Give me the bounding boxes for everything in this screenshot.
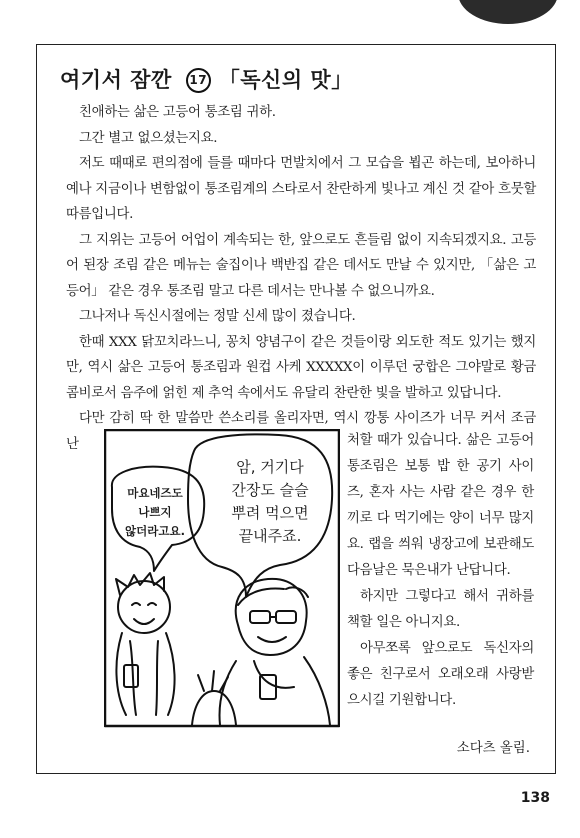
page-number: 138 bbox=[520, 790, 550, 806]
main-text bbox=[66, 100, 536, 457]
paragraph: 처할 때가 있습니다. 삶은 고등어 통조림은 보통 밥 한 공기 사이즈, 혼자 사는 사람 같은 경우 한 끼로 다 먹기에는 양이 너무 많지요. 랩을 씌워 냉장고에 보관해도 다음날은 묵은내가 난답니다. bbox=[347, 433, 534, 578]
title-quote: 「독신의 맛」 bbox=[218, 68, 353, 92]
paragraph: 그 지위는 고등어 어업이 계속되는 한, 앞으로도 흔들림 없이 지속되겠지요. 고등어 된장 조림 같은 메뉴는 술집이나 백반집 같은 데서도 만날 수 있지만, 「삶은 고등어」 같은 경우 통조림 말고 다른 데서는 만나볼 수 없으니까요. bbox=[66, 232, 536, 299]
speech-line: 암, 거기다 bbox=[236, 458, 304, 476]
speech-line: 뿌려 먹으면 bbox=[231, 504, 309, 522]
paragraph: 친애하는 삶은 고등어 통조림 귀하. bbox=[79, 105, 276, 120]
speech-line: 마요네즈도 bbox=[127, 486, 183, 500]
title-prefix: 여기서 잠깐 bbox=[60, 68, 172, 92]
speech-line: 나쁘지 bbox=[138, 505, 172, 519]
paragraph: 아무쪼록 앞으로도 독신자의 좋은 친구로서 오래오래 사랑받으시길 기원합니다. bbox=[347, 641, 534, 708]
page-title bbox=[60, 64, 353, 94]
speech-line: 끝내주죠. bbox=[238, 527, 302, 545]
paragraph: 한때 XXX 닭꼬치라느니, 꽁치 양념구이 같은 것들이랑 외도한 적도 있기는 했지만, 역시 삶은 고등어 통조림과 원컵 사케 XXXXX이 이루던 궁합은 그야말로 황금 콤비로서 음주에 얽힌 제 추억 속에서도 유달리 찬란한 빛을 발하고 있답니다. bbox=[66, 334, 536, 401]
speech-line: 않더라고요. bbox=[125, 524, 185, 538]
paragraph: 그나저나 독신시절에는 정말 신세 많이 졌습니다. bbox=[79, 309, 356, 324]
speech-bubble-left bbox=[110, 484, 200, 541]
corner-decoration bbox=[458, 0, 558, 24]
title-number-badge: 17 bbox=[186, 68, 211, 93]
paragraph: 다만 감히 딱 한 말씀만 쓴소리를 올리자면, 역시 깡통 사이즈가 너무 커서 조금 난 bbox=[66, 411, 536, 452]
speech-bubble-right bbox=[210, 456, 330, 548]
signoff: 소다츠 올림. bbox=[456, 741, 530, 756]
paragraph: 그간 별고 없으셨는지요. bbox=[79, 130, 218, 146]
paragraph: 저도 때때로 편의점에 들를 때마다 먼발치에서 그 모습을 뵙곤 하는데, 보아하니 예나 지금이나 변함없이 통조림계의 스타로서 찬란하게 빛나고 계신 것 같아 흐뭇할 따름입니다. bbox=[66, 156, 536, 222]
speech-line: 간장도 슬슬 bbox=[231, 481, 309, 499]
wrapped-text-column bbox=[347, 428, 534, 714]
paragraph: 하지만 그렇다고 해서 귀하를 책할 일은 아니지요. bbox=[347, 589, 534, 630]
